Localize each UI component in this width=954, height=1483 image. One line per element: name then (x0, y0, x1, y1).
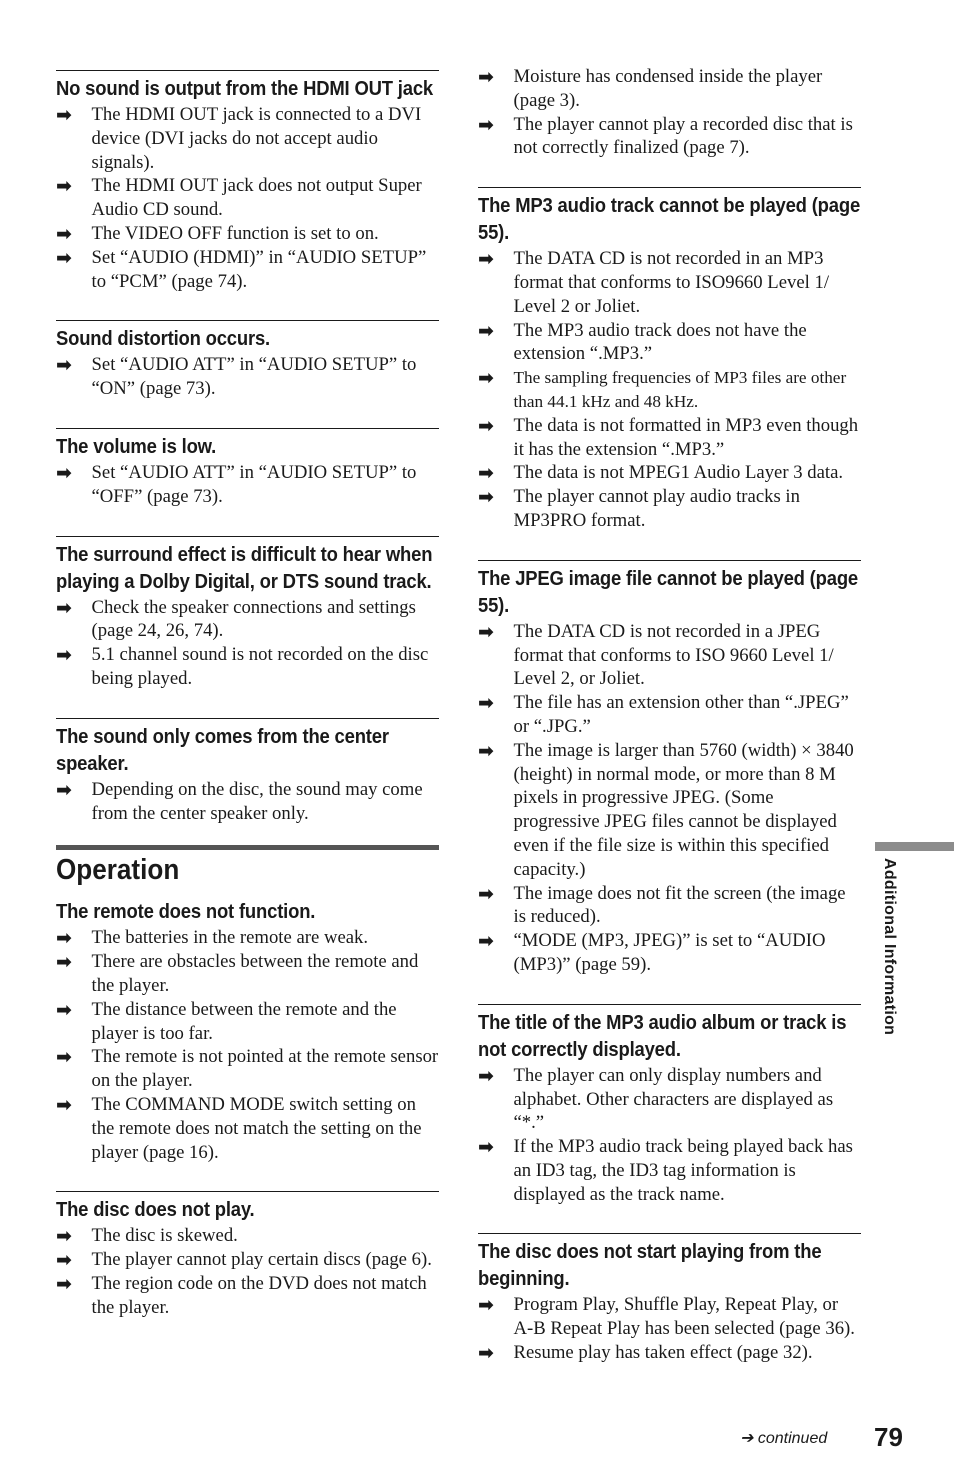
list-item: ➡ The distance between the remote and the player is too far. (56, 998, 397, 1044)
arrow-icon: ➡ (56, 998, 72, 1021)
list-item: ➡ Program Play, Shuffle Play, Repeat Play, or A-B Repeat Play has been selected (page 36). (478, 1294, 855, 1340)
list-item: ➡ The disc is skewed. (56, 1225, 238, 1248)
list-item: ➡ The image is larger than 5760 (width) × 3840 (height) in normal mode, or more than 8 M pixels in progressive JPEG. (Some progressive JPEG files cannot be displayed even if the file size is within this specified capacity.) (478, 739, 854, 880)
arrow-icon: ➡ (478, 620, 494, 643)
arrow-icon: ➡ (478, 1294, 494, 1317)
right-arrow-icon: ➔ (740, 1430, 754, 1447)
section-mp3-cannot-play (478, 187, 861, 533)
section-heading: No sound is output from the HDMI OUT jack (56, 77, 434, 100)
list-item: ➡ The player cannot play audio tracks in MP3PRO format. (478, 486, 800, 531)
arrow-icon: ➡ (56, 778, 72, 801)
list-item: ➡ The MP3 audio track does not have the extension “.MP3.” (478, 319, 807, 365)
list-item: ➡ The sampling frequencies of MP3 files are other than 44.1 kHz and 48 kHz. (478, 367, 847, 411)
list-item: ➡ The remote is not pointed at the remote sensor on the player. (56, 1046, 439, 1092)
list-item: ➡ The DATA CD is not recorded in an MP3 format that conforms to ISO9660 Level 1/ Level 2 or Joliet. (478, 248, 830, 317)
section-remote-not-function (56, 898, 439, 1164)
continued-note: ➔ continued (740, 1430, 828, 1447)
section-mp3-title-display (478, 1004, 861, 1207)
arrow-icon: ➡ (56, 461, 72, 484)
arrow-icon: ➡ (56, 104, 72, 126)
arrow-icon: ➡ (56, 1225, 72, 1248)
side-tab-bar (875, 842, 954, 851)
arrow-icon: ➡ (56, 246, 72, 269)
list-item: ➡ 5.1 channel sound is not recorded on the disc being played. (56, 644, 429, 689)
list-item: ➡ “MODE (MP3, JPEG)” is set to “AUDIO (MP3)” (page 59). (478, 930, 826, 975)
section-volume-low (56, 428, 439, 509)
section-heading: The MP3 audio track cannot be played (page 55). (478, 194, 861, 245)
arrow-icon: ➡ (478, 882, 494, 905)
arrow-icon: ➡ (478, 1064, 494, 1087)
list-item: ➡ The file has an extension other than “.JPEG” or “.JPG.” (478, 692, 849, 737)
arrow-icon: ➡ (56, 644, 72, 667)
list-item: ➡ The player cannot play a recorded disc that is not correctly finalized (page 7). (478, 113, 853, 159)
section-heading: The JPEG image file cannot be played (page 55). (478, 566, 858, 617)
arrow-icon: ➡ (56, 222, 72, 245)
list-item: ➡ Set “AUDIO ATT” in “AUDIO SETUP” to “ON” (page 73). (56, 354, 417, 400)
list-item: ➡ Resume play has taken effect (page 32). (478, 1342, 813, 1365)
section-heading: The sound only comes from the center speaker. (56, 724, 389, 775)
arrow-icon: ➡ (478, 692, 494, 715)
arrow-icon: ➡ (56, 596, 72, 619)
arrow-icon: ➡ (56, 1093, 72, 1116)
arrow-icon: ➡ (478, 1136, 494, 1159)
section-center-speaker (56, 718, 439, 826)
list-item: ➡ The batteries in the remote are weak. (56, 927, 369, 950)
section-sound-distortion (56, 320, 439, 401)
section-no-sound-hdmi (56, 70, 439, 293)
list-item: ➡ The player cannot play certain discs (page 6). (56, 1249, 432, 1272)
arrow-icon: ➡ (478, 1342, 494, 1365)
arrow-icon: ➡ (56, 1046, 72, 1069)
arrow-icon: ➡ (478, 414, 494, 437)
arrow-icon: ➡ (478, 462, 494, 485)
list-item: ➡ The player can only display numbers and alphabet. Other characters are displayed as “*.” (478, 1064, 834, 1134)
list-item: ➡ The region code on the DVD does not match the player. (56, 1272, 427, 1318)
list-item: ➡ Depending on the disc, the sound may come from the center speaker only. (56, 778, 423, 824)
list-item: ➡ There are obstacles between the remote and the player. (56, 951, 419, 996)
section-heading: The disc does not start playing from the beginning. (478, 1240, 822, 1291)
left-column (56, 0, 439, 1320)
arrow-icon: ➡ (56, 354, 72, 377)
list-item: ➡ If the MP3 audio track being played back has an ID3 tag, the ID3 tag information is displayed as the track name. (478, 1136, 853, 1205)
list-item: ➡ The data is not MPEG1 Audio Layer 3 data. (478, 462, 844, 485)
arrow-icon: ➡ (478, 367, 494, 390)
section-disc-start-beginning (478, 1233, 861, 1364)
arrow-icon: ➡ (56, 1272, 72, 1295)
list-item: ➡ Set “AUDIO (HDMI)” in “AUDIO SETUP” to “PCM” (page 74). (56, 246, 427, 292)
section-heading: The disc does not play. (56, 1198, 255, 1222)
arrow-icon: ➡ (56, 927, 72, 950)
page-number: 79 (874, 1422, 903, 1452)
section-surround-effect (56, 536, 439, 691)
list-item: ➡ The HDMI OUT jack does not output Super Audio CD sound. (56, 175, 422, 221)
right-column (478, 0, 861, 1365)
arrow-icon: ➡ (478, 248, 494, 271)
arrow-icon: ➡ (478, 486, 494, 509)
list-item: ➡ Set “AUDIO ATT” in “AUDIO SETUP” to “OFF” (page 73). (56, 461, 417, 507)
list-item: ➡ Moisture has condensed inside the player (page 3). (478, 66, 823, 111)
list-item: ➡ The COMMAND MODE switch setting on the remote does not match the setting on the player (page 16). (56, 1093, 422, 1163)
section-heading: The volume is low. (56, 434, 217, 458)
arrow-icon: ➡ (56, 951, 72, 974)
section-heading: The surround effect is difficult to hear when playing a Dolby Digital, or DTS sound track. (56, 542, 433, 593)
list-item: ➡ The DATA CD is not recorded in a JPEG format that conforms to ISO 9660 Level 1/ Level 2, or Joliet. (478, 620, 834, 690)
section-heading: Sound distortion occurs. (56, 327, 271, 351)
arrow-icon: ➡ (478, 930, 494, 953)
chapter-title: Operation (56, 854, 180, 887)
list-item: ➡ The data is not formatted in MP3 even though it has the extension “.MP3.” (478, 414, 859, 460)
arrow-icon: ➡ (478, 319, 494, 342)
list-item: ➡ The image does not fit the screen (the image is reduced). (478, 882, 846, 928)
section-heading: The remote does not function. (56, 900, 316, 924)
list-item: ➡ The VIDEO OFF function is set to on. (56, 222, 379, 245)
arrow-icon: ➡ (478, 66, 494, 88)
side-tab-label: Additional Information (881, 858, 898, 1036)
section-disc-not-play (56, 1191, 439, 1319)
list-item: ➡ The HDMI OUT jack is connected to a DVI device (DVI jacks do not accept audio signals). (56, 104, 422, 173)
section-jpeg-cannot-play (478, 560, 861, 977)
arrow-icon: ➡ (56, 175, 72, 198)
section-heading: The title of the MP3 audio album or track is not correctly displayed. (478, 1010, 847, 1061)
arrow-icon: ➡ (56, 1249, 72, 1272)
section-continued-items (478, 65, 861, 160)
operation-heading-block (56, 845, 439, 888)
arrow-icon: ➡ (478, 113, 494, 136)
arrow-icon: ➡ (478, 739, 494, 762)
list-item: ➡ Check the speaker connections and settings (page 24, 26, 74). (56, 596, 416, 642)
